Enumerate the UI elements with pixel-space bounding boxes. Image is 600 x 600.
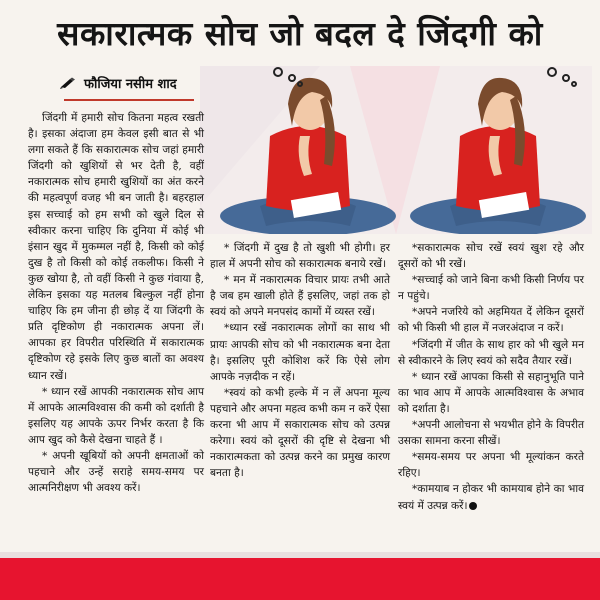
photo	[200, 66, 592, 234]
paragraph: * मन में नकारात्मक विचार प्रायः तभी आते है जब हम खाली होते हैं इसलिए, जहां तक हो स्वयं को अपने मनपसंद कामों में व्यस्त रखें।	[210, 274, 390, 319]
paragraph: * ध्यान रखें आपकी नकारात्मक सोच आप में आपके आत्मविश्वास की कमी को दर्शाती है इसलिए यह आपके ऊपर निर्भर करता है कि आप खुद को कैसे देखना चाहते हैं ।	[28, 385, 204, 446]
paragraph: *सच्चाई को जाने बिना कभी किसी निर्णय पर न पहुंचे।	[398, 274, 584, 303]
paragraph: * अपनी खूबियों को अपनी क्षमताओं को पहचाने और उन्हें सराहे समय-समय पर आत्मनिरीक्षण भी अवश्य करें।	[28, 449, 204, 495]
paragraph: *ध्यान रखें नकारात्मक लोगों का साथ भी प्रायः आपकी सोच को भी नकारात्मक बना देता है। इसलिए पूरी कोशिश करें कि ऐसे लोग आपके नज़दीक न रहें।	[210, 322, 390, 383]
headline: सकारात्मक सोच जो बदल दे जिंदगी को	[57, 13, 543, 53]
paragraph: *अपने नजरिये को अहमियत दें लेकिन दूसरों को भी किसी भी हाल में नजरअंदाज न करें।	[398, 306, 584, 335]
byline-rule	[64, 99, 194, 101]
article-column-2	[210, 240, 390, 481]
paragraph: *स्वयं को कभी हल्के में न लें अपना मूल्य पहचाने और अपना महत्व कभी कम न करें ऐसा करना भी आप में सकारात्मक सोच को उत्पन्न करेगा। स्वयं को दूसरों की दृष्टि से देखना भी नकारात्मकता को उत्पन्न करने का प्रमुख कारण बनता है।	[210, 386, 390, 480]
article-column-1	[28, 110, 204, 496]
paragraph: जिंदगी में हमारी सोच कितना महत्व रखती है। इसका अंदाजा हम केवल इसी बात से भी लगा सकते हैं कि सकारात्मक सोच जहां हमारी जिंदगी को खुशियों से भर देती है, वहीं नकारात्मक सोच हमारी खुशियों का अंत करने की महत्वपूर्ण वजह भी बन जाती है। बहरहाल इस सच्चाई को हम सभी को खुले दिल से स्वीकार करना चाहिए कि दुनिया में कोई भी इंसान खुद में मुकम्मल नहीं है, किसी को कोई दुख है तो किसी को कोई तकलीफ। किसी ने कुछ खोया है, तो वहीं किसी ने कुछ गंवाया है, लेकिन इसका यह मतलब बिल्कुल नहीं होना चाहिए कि हम जीना ही छोड़ दें या जिंदगी के प्रति दृष्टिकोण ही नकारात्मक अपना लें। आपका हर विपरीत परिस्थिति में सकारात्मक दृष्टिकोण रहे इसके लिए कुछ बातों का अवश्य ध्यान रखें।	[28, 112, 204, 382]
footer-band	[0, 558, 600, 600]
pen-icon	[60, 77, 76, 89]
paragraph: *सकारात्मक सोच रखें स्वयं खुश रहे और दूसरों को भी रखें।	[398, 242, 584, 271]
paragraph: * ध्यान रखें आपका किसी से सहानुभूति पाने का भाव आप में आपके आत्मविश्वास के अभाव को दर्शाता है।	[398, 370, 584, 415]
end-mark-icon	[469, 502, 477, 510]
article-column-3	[398, 240, 584, 514]
last-line: *कामयाब न होकर भी कामयाब होने का भाव स्वयं में उत्पन्न करें।	[398, 483, 584, 512]
paragraph-last	[398, 481, 584, 513]
author-name: फौजिया नसीम शाद	[84, 77, 177, 92]
paragraph: *जिंदगी में जीत के साथ हार को भी खुले मन से स्वीकारने के लिए स्वयं को सदैव तैयार रखें।	[398, 338, 584, 367]
paragraph: *समय-समय पर अपना भी मूल्यांकन करते रहिए।	[398, 451, 584, 480]
byline	[60, 74, 177, 92]
woman-figure-right	[410, 78, 586, 234]
paragraph: * जिंदगी में दुख है तो खुशी भी होगी। हर हाल में अपनी सोच को सकारात्मक बनाये रखें।	[210, 242, 390, 271]
photo-illustration	[200, 66, 592, 234]
paragraph: *अपनी आलोचना से भयभीत होने के विपरीत उसका सामना करना सीखें।	[398, 419, 584, 448]
